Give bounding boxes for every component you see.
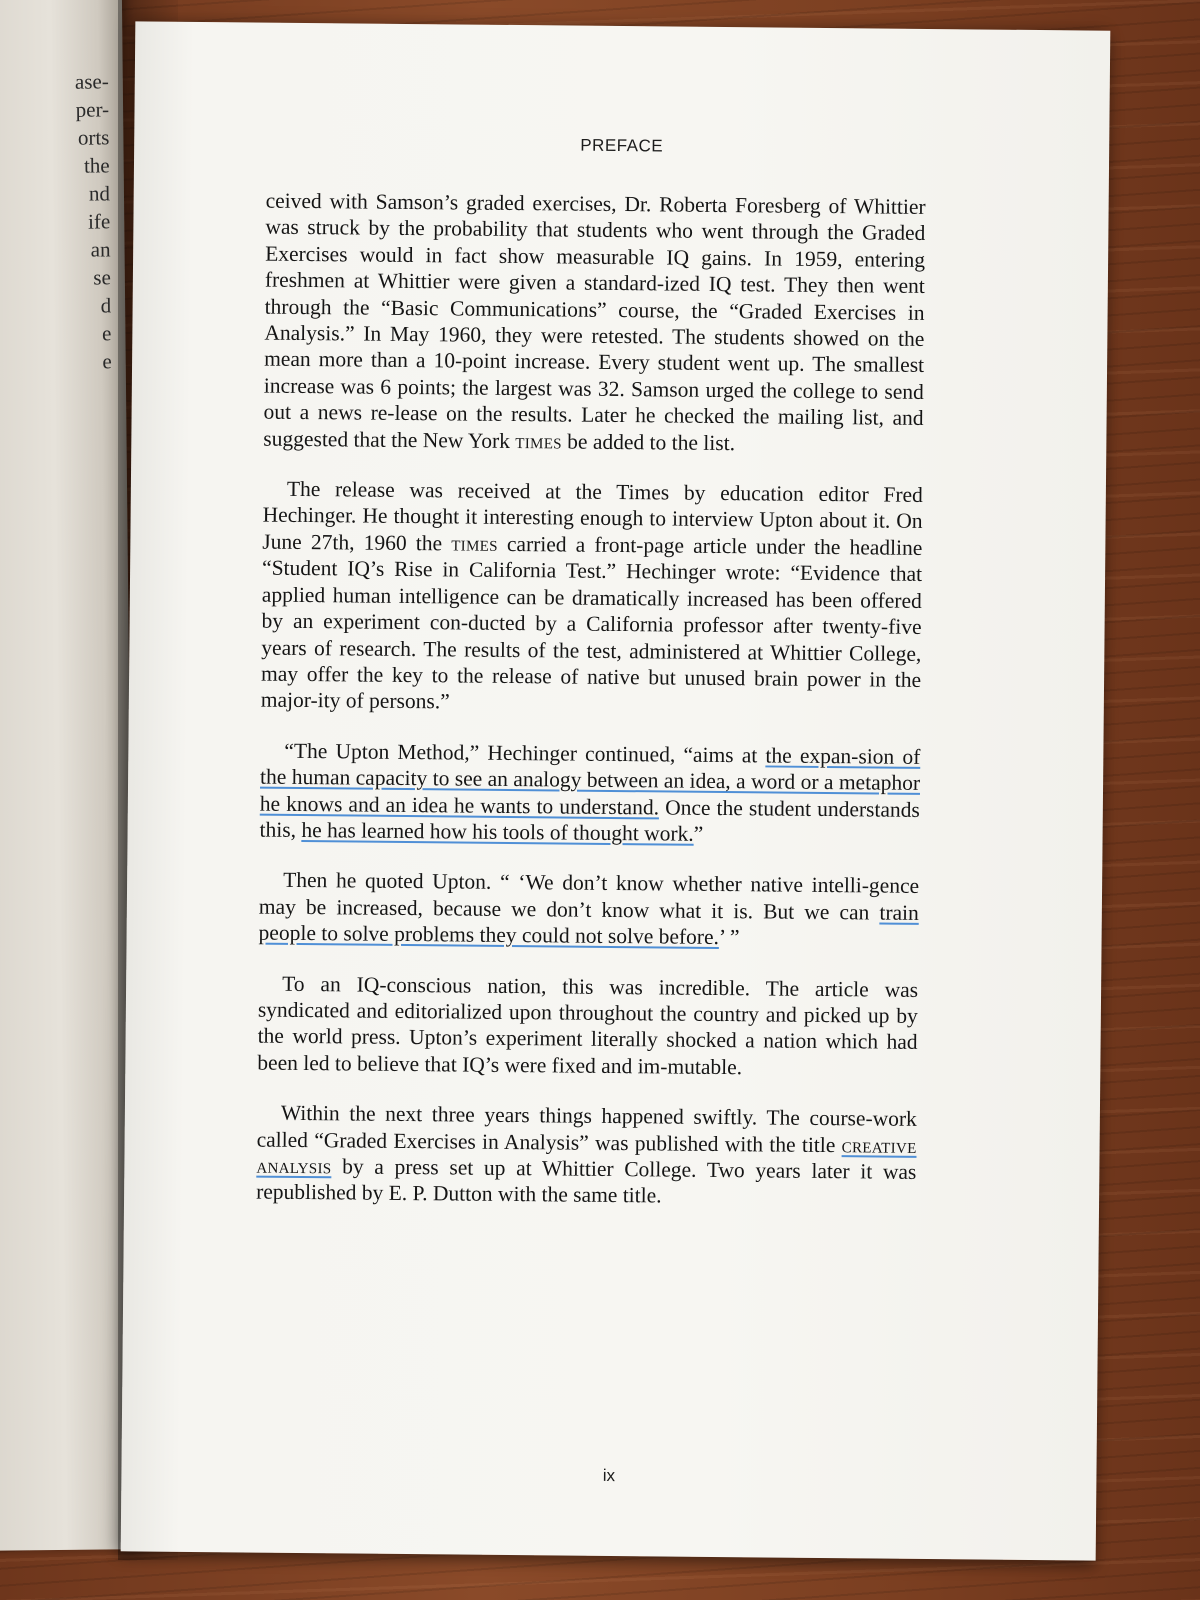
book-title-smallcaps: creative analysis: [256, 1132, 917, 1179]
paragraph-4-post: ’ ”: [718, 925, 740, 950]
paragraph-1-text: ceived with Samson’s graded exercises, Dr. Roberta Foresberg of Whittier was struck by the probability that students who went through the Graded Exercises would in fact show measurable IQ gains. In 1959, entering freshmen at Whittier were given a standard-ized IQ test. They then went through the “Basic Communications” course, the “Graded Exercises in Analysis.” In May 1960, they were retested. The students showed on the mean more than a 10-point increase. Every student went up. The smallest increase was 6 points; the largest was 32. Samson urged the college to send out a news re-lease on the results. Later he checked the mailing list, and suggested that the New York: [263, 188, 926, 453]
facing-page-line: e: [102, 349, 112, 374]
facing-page-line: se: [93, 265, 111, 290]
paragraph-6-post: by a press set up at Whittier College. Two years later it was republished by E. P. Dutton with the same title.: [256, 1154, 917, 1208]
paragraph-2-pre: The release was received at the Times by education editor Fred Hechinger. He thought it interesting enough to interview Upton about it. On June 27th, 1960 the: [262, 476, 923, 556]
facing-page-line: an: [90, 237, 111, 262]
paragraph-1-tail: be added to the list.: [561, 429, 736, 455]
facing-page-line: nd: [88, 181, 111, 206]
pen-underline-2: he has learned how his tools of thought work.: [301, 817, 694, 846]
facing-page-text: [0, 67, 112, 376]
paragraph-1: [263, 188, 926, 458]
paragraph-6-pre: Within the next three years things happened swiftly. The course-work called “Graded Exercises in Analysis” was published with the title: [256, 1100, 917, 1157]
facing-page-line: the: [83, 153, 110, 178]
paragraph-3-post: ”: [693, 821, 704, 846]
times-smallcaps: times: [515, 428, 562, 454]
running-head: PREFACE: [580, 135, 664, 156]
pen-underline-3: train people to solve problems they could not solve before.: [258, 900, 919, 950]
paragraph-4-pre: Then he quoted Upton. “ ‘We don’t know whether native intelli-gence may be increased, because we don’t know what it is. But we can: [258, 868, 920, 925]
page-body: [256, 188, 926, 1236]
paragraph-3: [259, 737, 920, 849]
times-smallcaps: times: [451, 531, 498, 556]
facing-page-line: d: [100, 293, 112, 318]
book-page: [121, 21, 1111, 1560]
facing-page-line: per-: [75, 97, 110, 122]
paragraph-3-pre: “The Upton Method,” Hechinger continued, “aims at: [284, 738, 766, 768]
paragraph-2: [261, 476, 923, 720]
pen-underline-1: the expan-sion of the human capacity to see an analogy between an idea, a word or a metaphor he knows and an idea he wants to understand.: [259, 743, 921, 819]
facing-page-line: ase-: [74, 69, 109, 94]
facing-page-line: ife: [87, 209, 111, 234]
paragraph-5: To an IQ-conscious nation, this was incredible. The article was syndicated and editorialized upon throughout the country and picked up by the world press. Upton’s experiment literally shocked a nation which had been led to believe that IQ’s were fixed and im-mutable.: [257, 971, 919, 1080]
facing-page-line: e: [101, 321, 112, 346]
page-number: ix: [602, 1465, 616, 1486]
paragraph-4: [258, 867, 919, 953]
paragraph-2-post: carried a front-page article under the headline “Student IQ’s Rise in California Test.” Hechinger wrote: “Evidence that applied human intelligence can be dramatically increased has been offered by an experiment con-ducted by a California professor after twenty-five years of research. The results of the test, administered at Whittier College, may offer the key to the release of native but unused brain power in the major-ity of persons.”: [260, 531, 923, 714]
paragraph-3-mid: Once the student understands this,: [259, 794, 920, 842]
paragraph-6: [256, 1100, 917, 1212]
facing-page-line: orts: [77, 125, 110, 150]
